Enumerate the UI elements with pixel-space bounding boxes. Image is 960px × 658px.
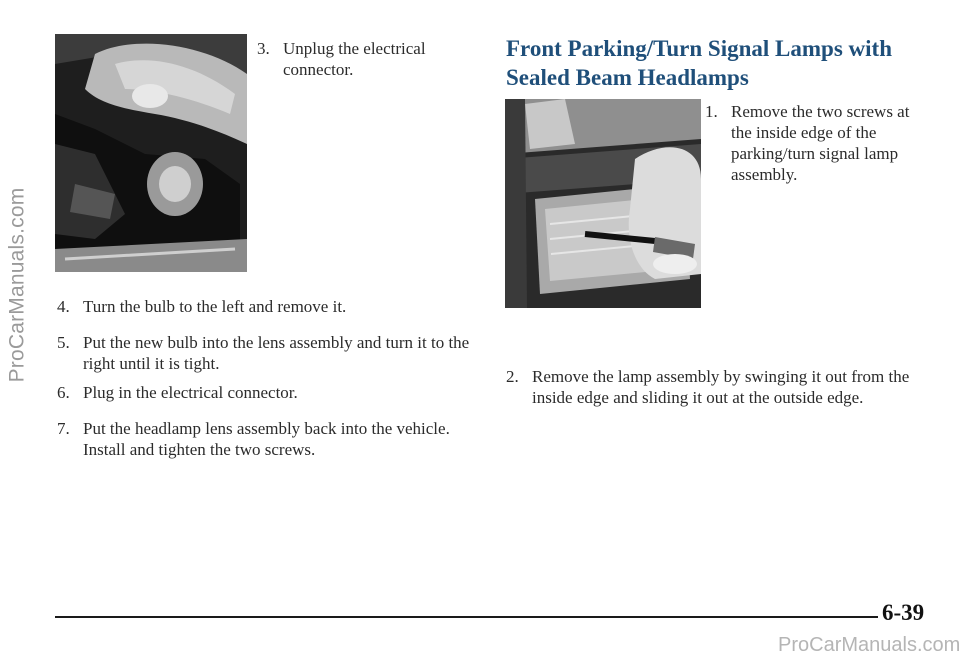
watermark-text: ProCarManuals.com <box>5 187 28 383</box>
step-text: Remove the lamp assembly by swinging it out from the inside edge and sliding it out at the outside edge. <box>532 367 910 407</box>
step-text: Remove the two screws at the inside edge of the parking/turn signal lamp assembly. <box>731 102 910 184</box>
step-text: Put the new bulb into the lens assembly and turn it to the right until it is tight. <box>83 333 470 373</box>
step-3 <box>257 38 457 80</box>
step-text: Turn the bulb to the left and remove it. <box>83 297 347 316</box>
step-number: 6. <box>57 383 70 402</box>
step-2 <box>506 366 931 408</box>
photo-lamp-screws <box>505 99 701 308</box>
step-4 <box>57 296 487 317</box>
step-text: Plug in the electrical connector. <box>83 383 298 402</box>
step-number: 2. <box>506 367 519 386</box>
step-5 <box>57 332 497 374</box>
step-7 <box>57 418 457 460</box>
step-number: 5. <box>57 333 70 352</box>
step-number: 1. <box>705 102 718 121</box>
footer-watermark-url: ProCarManuals.com <box>778 634 960 656</box>
step-text: Unplug the electrical connector. <box>283 39 426 79</box>
step-6 <box>57 382 497 403</box>
step-number: 3. <box>257 39 270 58</box>
watermark <box>2 100 32 470</box>
step-text: Put the headlamp lens assembly back into the vehicle. Install and tighten the two screws. <box>83 419 450 459</box>
photo-bulb-connector <box>55 34 247 272</box>
page-number: 6-39 <box>882 600 925 625</box>
step-number: 4. <box>57 297 70 316</box>
step-number: 7. <box>57 419 70 438</box>
section-heading: Front Parking/Turn Signal Lamps with Sealed Beam Headlamps <box>506 36 892 90</box>
step-1 <box>705 101 920 185</box>
footer-rule <box>55 616 878 618</box>
